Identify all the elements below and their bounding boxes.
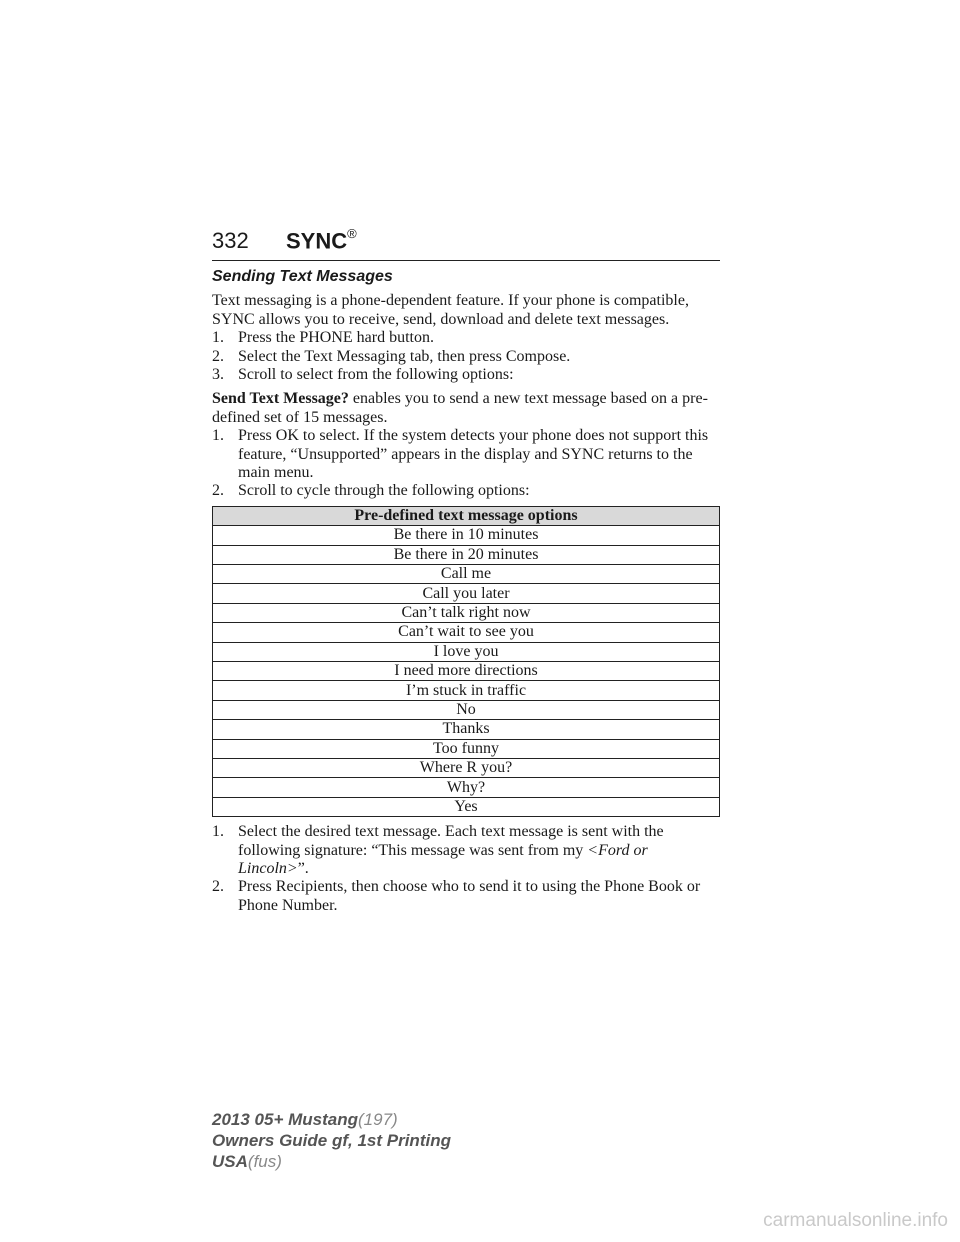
table-row [213,545,720,564]
predefined-messages-table [212,506,720,817]
table-header-row [213,506,720,525]
table-row [213,603,720,622]
table-cell: I love you [213,642,720,661]
list-item [212,366,720,384]
page-footer [212,1109,451,1172]
footer-line-3 [212,1151,451,1172]
step-text: Select the Text Messaging tab, then press Compose. [238,347,571,365]
step-number: 1. [212,427,224,445]
list-item [212,823,720,878]
table-header: Pre-defined text message options [213,506,720,525]
table-row [213,739,720,758]
table-cell: Be there in 20 minutes [213,545,720,564]
send-text-description [212,390,720,427]
main-content [212,268,720,915]
table-cell: Why? [213,778,720,797]
table-row [213,700,720,719]
chapter-title [286,228,357,254]
list-item [212,329,720,347]
table-cell: Call me [213,565,720,584]
table-row [213,526,720,545]
signature-end: ”. [297,859,309,877]
table-cell: I need more directions [213,662,720,681]
footer-line-2 [212,1130,451,1151]
table-cell: Be there in 10 minutes [213,526,720,545]
steps-list [212,329,720,384]
after-steps-list [212,823,720,915]
list-item [212,348,720,366]
step-text [238,823,720,878]
step-text: Press the PHONE hard button. [238,329,434,347]
registered-mark: ® [347,226,357,241]
footer-region-code: (fus) [247,1152,282,1171]
step-text: Scroll to cycle through the following options: [238,482,530,500]
watermark: carmanualsonline.info [763,1210,948,1231]
footer-region: USA [212,1152,248,1171]
step-number: 2. [212,482,224,500]
list-item [212,878,720,915]
step-text: Press OK to select. If the system detects your phone does not support this feature, “Unsupported” appears in the display and SYNC returns to the main menu. [238,427,709,482]
step-number: 1. [212,329,224,347]
step-number: 1. [212,823,224,841]
intro-paragraph: Text messaging is a phone-dependent feature. If your phone is compatible, SYNC allows you to receive, send, download and delete text messages. [212,292,689,328]
table-row [213,565,720,584]
table-cell: Can’t talk right now [213,603,720,622]
step-text: Scroll to select from the following options: [238,366,514,384]
page-number: 332 [212,228,249,253]
table-row [213,758,720,777]
step-number: 3. [212,366,224,384]
signature-placeholder: <Ford or Lincoln> [238,841,648,877]
table-cell: No [213,700,720,719]
table-row [213,623,720,642]
send-text-heading: Send Text Message? [212,390,349,408]
signature-text: Select the desired text message. Each text message is sent with the following signature: “This message was sent from my [238,823,664,859]
table-cell: Can’t wait to see you [213,623,720,642]
table-cell: Where R you? [213,758,720,777]
section-title: Sending Text Messages [212,268,393,285]
table-row [213,778,720,797]
table-cell: Yes [213,797,720,816]
step-number: 2. [212,878,224,896]
footer-page-code: (197) [358,1110,398,1129]
step-number: 2. [212,347,224,365]
table-cell: Call you later [213,584,720,603]
step-text: Press Recipients, then choose who to send it to using the Phone Book or Phone Number. [238,878,701,914]
footer-guide: Owners Guide gf, 1st Printing [212,1131,451,1150]
send-text-desc: enables you to send a new text message based on a pre-defined set of 15 messages. [212,390,708,426]
table-row [213,797,720,816]
page-header [212,228,720,261]
table-row [213,720,720,739]
chapter-name: SYNC [286,228,348,254]
table-cell: Too funny [213,739,720,758]
send-steps-list [212,427,720,501]
table-row [213,681,720,700]
table-cell: I’m stuck in traffic [213,681,720,700]
footer-model: 2013 05+ Mustang [212,1110,358,1129]
table-row [213,662,720,681]
footer-line-1 [212,1109,451,1130]
list-item [212,427,720,482]
table-cell: Thanks [213,720,720,739]
table-row [213,642,720,661]
table-row [213,584,720,603]
list-item [212,482,720,500]
